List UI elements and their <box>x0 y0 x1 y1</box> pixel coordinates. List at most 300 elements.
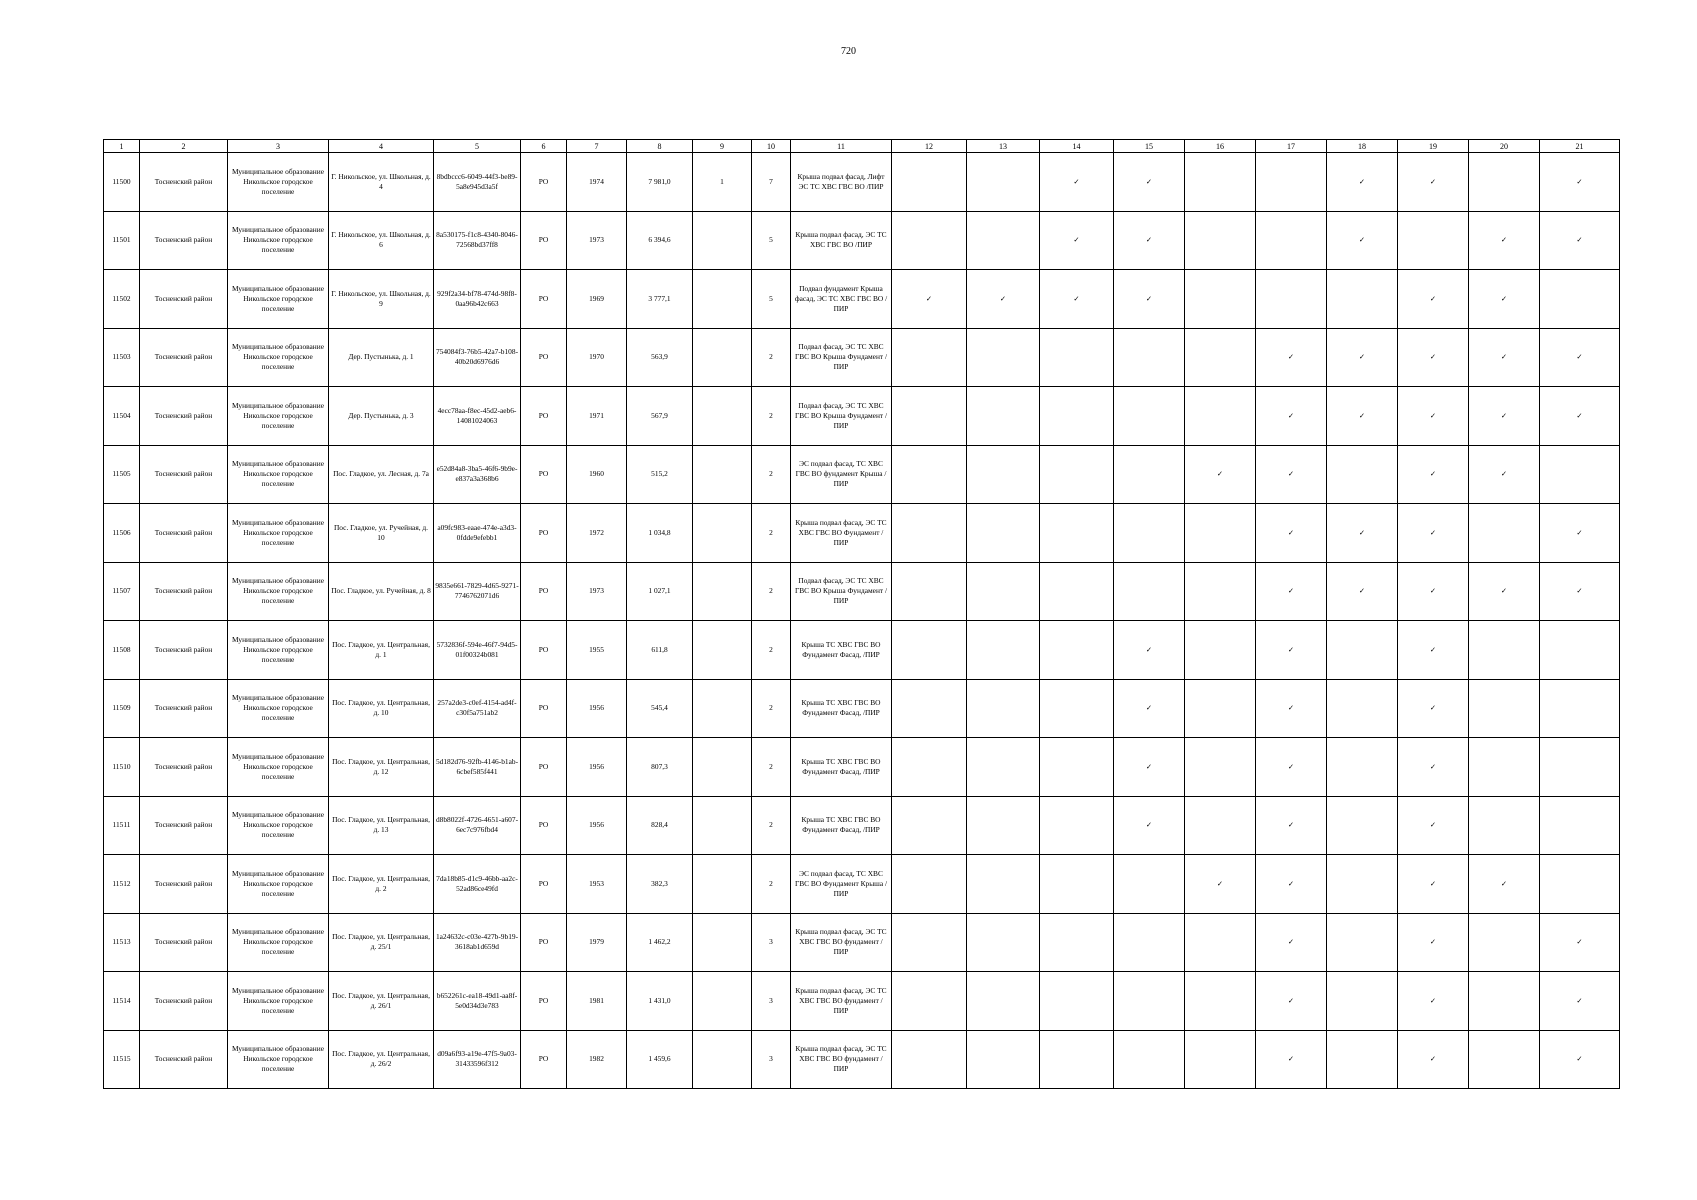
column-number: 21 <box>1540 140 1620 153</box>
guid-cell: 7da18b85-d1c9-46bb-aa2c-52ad86ce49fd <box>434 855 521 914</box>
empty-cell <box>892 679 967 738</box>
empty-cell <box>967 153 1040 212</box>
empty-cell <box>1540 621 1620 680</box>
area-cell: 1 027,1 <box>627 562 693 621</box>
empty-cell <box>967 445 1040 504</box>
year-cell: 1956 <box>567 679 627 738</box>
row-id: 11501 <box>104 211 140 270</box>
empty-cell <box>1256 153 1327 212</box>
check-mark-icon: ✓ <box>1256 504 1327 563</box>
guid-cell: 257a2de3-c0ef-4154-ad4f-c30f5a751ab2 <box>434 679 521 738</box>
check-mark-icon: ✓ <box>1327 562 1398 621</box>
check-mark-icon: ✓ <box>1327 504 1398 563</box>
check-mark-icon: ✓ <box>1256 855 1327 914</box>
col-10-cell: 3 <box>752 972 791 1031</box>
col-10-cell: 2 <box>752 562 791 621</box>
col-9-cell <box>693 328 752 387</box>
works-cell: Крыша подвал фасад, ЭС ТС ХВС ГВС ВО Фундамент /ПИР <box>791 504 892 563</box>
column-number: 2 <box>140 140 228 153</box>
empty-cell <box>1185 211 1256 270</box>
empty-cell <box>1398 211 1469 270</box>
check-mark-icon: ✓ <box>1469 387 1540 446</box>
empty-cell <box>967 913 1040 972</box>
check-mark-icon: ✓ <box>1114 153 1185 212</box>
table-row <box>104 270 1620 329</box>
column-number: 19 <box>1398 140 1469 153</box>
fund-form-cell: РО <box>521 972 567 1031</box>
row-id: 11512 <box>104 855 140 914</box>
empty-cell <box>892 738 967 797</box>
col-9-cell <box>693 913 752 972</box>
col-10-cell: 2 <box>752 738 791 797</box>
empty-cell <box>1040 855 1114 914</box>
col-10-cell: 5 <box>752 270 791 329</box>
check-mark-icon: ✓ <box>1540 913 1620 972</box>
empty-cell <box>1185 562 1256 621</box>
check-mark-icon: ✓ <box>1256 738 1327 797</box>
column-number: 12 <box>892 140 967 153</box>
empty-cell <box>1114 562 1185 621</box>
empty-cell <box>1185 387 1256 446</box>
check-mark-icon: ✓ <box>1040 270 1114 329</box>
district-cell: Тосненский район <box>140 972 228 1031</box>
col-9-cell <box>693 445 752 504</box>
table-row <box>104 445 1620 504</box>
check-mark-icon: ✓ <box>1398 796 1469 855</box>
address-cell: Пос. Гладкое, ул. Ручейная, д. 8 <box>329 562 434 621</box>
check-mark-icon: ✓ <box>1256 387 1327 446</box>
year-cell: 1982 <box>567 1030 627 1089</box>
empty-cell <box>1327 1030 1398 1089</box>
check-mark-icon: ✓ <box>1114 796 1185 855</box>
col-9-cell <box>693 738 752 797</box>
works-cell: Крыша подвал фасад, ЭС ТС ХВС ГВС ВО фундамент /ПИР <box>791 1030 892 1089</box>
empty-cell <box>1185 270 1256 329</box>
check-mark-icon: ✓ <box>1256 972 1327 1031</box>
row-id: 11503 <box>104 328 140 387</box>
col-9-cell <box>693 972 752 1031</box>
check-mark-icon: ✓ <box>1398 913 1469 972</box>
column-number: 3 <box>228 140 329 153</box>
check-mark-icon: ✓ <box>967 270 1040 329</box>
address-cell: Пос. Гладкое, ул. Лесная, д. 7а <box>329 445 434 504</box>
empty-cell <box>1185 738 1256 797</box>
works-cell: Крыша подвал фасад, ЭС ТС ХВС ГВС ВО /ПИР <box>791 211 892 270</box>
fund-form-cell: РО <box>521 153 567 212</box>
works-cell: Крыша ТС ХВС ГВС ВО Фундамент Фасад, /ПИР <box>791 621 892 680</box>
area-cell: 1 431,0 <box>627 972 693 1031</box>
municipality-cell: Муниципальное образование Никольское городское поселение <box>228 738 329 797</box>
fund-form-cell: РО <box>521 621 567 680</box>
year-cell: 1973 <box>567 562 627 621</box>
empty-cell <box>1114 1030 1185 1089</box>
area-cell: 545,4 <box>627 679 693 738</box>
guid-cell: a09fc983-eaae-474e-a3d3-0fdde9efebb1 <box>434 504 521 563</box>
municipality-cell: Муниципальное образование Никольское городское поселение <box>228 621 329 680</box>
municipality-cell: Муниципальное образование Никольское городское поселение <box>228 504 329 563</box>
row-id: 11507 <box>104 562 140 621</box>
fund-form-cell: РО <box>521 504 567 563</box>
empty-cell <box>892 153 967 212</box>
guid-cell: 5d182d76-92fb-4146-b1ab-6cbef585f441 <box>434 738 521 797</box>
table-row <box>104 913 1620 972</box>
table-row <box>104 679 1620 738</box>
check-mark-icon: ✓ <box>1398 738 1469 797</box>
row-id: 11508 <box>104 621 140 680</box>
empty-cell <box>967 211 1040 270</box>
empty-cell <box>1114 972 1185 1031</box>
municipality-cell: Муниципальное образование Никольское городское поселение <box>228 445 329 504</box>
empty-cell <box>1114 855 1185 914</box>
column-number: 15 <box>1114 140 1185 153</box>
col-9-cell <box>693 562 752 621</box>
check-mark-icon: ✓ <box>1540 972 1620 1031</box>
check-mark-icon: ✓ <box>1398 679 1469 738</box>
guid-cell: 8a530175-f1c8-4340-8046-72568bd37ff8 <box>434 211 521 270</box>
row-id: 11515 <box>104 1030 140 1089</box>
row-id: 11504 <box>104 387 140 446</box>
year-cell: 1979 <box>567 913 627 972</box>
empty-cell <box>1469 504 1540 563</box>
check-mark-icon: ✓ <box>1327 328 1398 387</box>
empty-cell <box>1327 738 1398 797</box>
empty-cell <box>892 972 967 1031</box>
col-10-cell: 2 <box>752 796 791 855</box>
municipality-cell: Муниципальное образование Никольское городское поселение <box>228 153 329 212</box>
col-9-cell <box>693 387 752 446</box>
district-cell: Тосненский район <box>140 445 228 504</box>
col-9-cell <box>693 679 752 738</box>
address-cell: Пос. Гладкое, ул. Центральная, д. 26/2 <box>329 1030 434 1089</box>
table-row <box>104 504 1620 563</box>
column-number: 16 <box>1185 140 1256 153</box>
check-mark-icon: ✓ <box>1398 972 1469 1031</box>
district-cell: Тосненский район <box>140 796 228 855</box>
empty-cell <box>1185 796 1256 855</box>
empty-cell <box>1040 679 1114 738</box>
municipality-cell: Муниципальное образование Никольское городское поселение <box>228 972 329 1031</box>
fund-form-cell: РО <box>521 387 567 446</box>
column-number: 14 <box>1040 140 1114 153</box>
municipality-cell: Муниципальное образование Никольское городское поселение <box>228 1030 329 1089</box>
column-number-row <box>104 140 1620 153</box>
check-mark-icon: ✓ <box>1256 913 1327 972</box>
municipality-cell: Муниципальное образование Никольское городское поселение <box>228 679 329 738</box>
guid-cell: 8bdbccc6-6049-44f3-be89-5a8e945d3a5f <box>434 153 521 212</box>
table-row <box>104 972 1620 1031</box>
address-cell: Г. Никольское, ул. Школьная, д. 4 <box>329 153 434 212</box>
address-cell: Дер. Пустынька, д. 3 <box>329 387 434 446</box>
works-cell: Подвал фундамент Крыша фасад, ЭС ТС ХВС ГВС ВО /ПИР <box>791 270 892 329</box>
check-mark-icon: ✓ <box>1114 211 1185 270</box>
fund-form-cell: РО <box>521 796 567 855</box>
check-mark-icon: ✓ <box>1185 445 1256 504</box>
check-mark-icon: ✓ <box>1398 328 1469 387</box>
check-mark-icon: ✓ <box>1398 270 1469 329</box>
check-mark-icon: ✓ <box>1256 679 1327 738</box>
empty-cell <box>1327 796 1398 855</box>
address-cell: Пос. Гладкое, ул. Центральная, д. 25/1 <box>329 913 434 972</box>
guid-cell: d8b8022f-4726-4651-a607-6ec7c976fbd4 <box>434 796 521 855</box>
check-mark-icon: ✓ <box>1398 855 1469 914</box>
table-row <box>104 621 1620 680</box>
column-number: 1 <box>104 140 140 153</box>
empty-cell <box>892 562 967 621</box>
empty-cell <box>1327 270 1398 329</box>
check-mark-icon: ✓ <box>1540 1030 1620 1089</box>
table-row <box>104 328 1620 387</box>
col-10-cell: 3 <box>752 913 791 972</box>
check-mark-icon: ✓ <box>1540 504 1620 563</box>
empty-cell <box>1040 796 1114 855</box>
check-mark-icon: ✓ <box>1256 796 1327 855</box>
empty-cell <box>1469 679 1540 738</box>
year-cell: 1971 <box>567 387 627 446</box>
empty-cell <box>1540 796 1620 855</box>
empty-cell <box>1114 504 1185 563</box>
table-row <box>104 211 1620 270</box>
address-cell: Пос. Гладкое, ул. Центральная, д. 10 <box>329 679 434 738</box>
municipality-cell: Муниципальное образование Никольское городское поселение <box>228 270 329 329</box>
address-cell: Дер. Пустынька, д. 1 <box>329 328 434 387</box>
district-cell: Тосненский район <box>140 562 228 621</box>
empty-cell <box>967 796 1040 855</box>
column-number: 6 <box>521 140 567 153</box>
empty-cell <box>1185 153 1256 212</box>
empty-cell <box>1040 913 1114 972</box>
empty-cell <box>1540 445 1620 504</box>
guid-cell: 5732836f-594e-46f7-94d5-01f00324b081 <box>434 621 521 680</box>
municipality-cell: Муниципальное образование Никольское городское поселение <box>228 855 329 914</box>
column-number: 18 <box>1327 140 1398 153</box>
works-cell: Подвал фасад, ЭС ТС ХВС ГВС ВО Крыша Фундамент /ПИР <box>791 387 892 446</box>
col-10-cell: 7 <box>752 153 791 212</box>
column-number: 11 <box>791 140 892 153</box>
district-cell: Тосненский район <box>140 738 228 797</box>
empty-cell <box>1114 445 1185 504</box>
municipality-cell: Муниципальное образование Никольское городское поселение <box>228 796 329 855</box>
empty-cell <box>892 855 967 914</box>
col-10-cell: 5 <box>752 211 791 270</box>
check-mark-icon: ✓ <box>1469 328 1540 387</box>
empty-cell <box>892 796 967 855</box>
area-cell: 807,3 <box>627 738 693 797</box>
row-id: 11506 <box>104 504 140 563</box>
empty-cell <box>1040 445 1114 504</box>
guid-cell: 9835e661-7829-4d65-9271-7746762071d6 <box>434 562 521 621</box>
year-cell: 1973 <box>567 211 627 270</box>
check-mark-icon: ✓ <box>1540 211 1620 270</box>
empty-cell <box>892 445 967 504</box>
district-cell: Тосненский район <box>140 855 228 914</box>
col-10-cell: 2 <box>752 621 791 680</box>
column-number: 13 <box>967 140 1040 153</box>
address-cell: Г. Никольское, ул. Школьная, д. 6 <box>329 211 434 270</box>
works-cell: Подвал фасад, ЭС ТС ХВС ГВС ВО Крыша Фундамент /ПИР <box>791 562 892 621</box>
fund-form-cell: РО <box>521 211 567 270</box>
year-cell: 1953 <box>567 855 627 914</box>
empty-cell <box>1540 738 1620 797</box>
empty-cell <box>1114 387 1185 446</box>
district-cell: Тосненский район <box>140 913 228 972</box>
guid-cell: 929f2a34-bf78-474d-98f8-0aa96b42c663 <box>434 270 521 329</box>
table-row <box>104 738 1620 797</box>
table-row <box>104 855 1620 914</box>
fund-form-cell: РО <box>521 679 567 738</box>
fund-form-cell: РО <box>521 855 567 914</box>
col-9-cell <box>693 796 752 855</box>
check-mark-icon: ✓ <box>1256 621 1327 680</box>
check-mark-icon: ✓ <box>1469 211 1540 270</box>
works-cell: Крыша подвал фасад, ЭС ТС ХВС ГВС ВО фундамент /ПИР <box>791 913 892 972</box>
address-cell: Г. Никольское, ул. Школьная, д. 9 <box>329 270 434 329</box>
empty-cell <box>967 562 1040 621</box>
row-id: 11500 <box>104 153 140 212</box>
address-cell: Пос. Гладкое, ул. Центральная, д. 26/1 <box>329 972 434 1031</box>
area-cell: 563,9 <box>627 328 693 387</box>
check-mark-icon: ✓ <box>1469 855 1540 914</box>
check-mark-icon: ✓ <box>1540 387 1620 446</box>
empty-cell <box>892 504 967 563</box>
column-number: 8 <box>627 140 693 153</box>
municipality-cell: Муниципальное образование Никольское городское поселение <box>228 211 329 270</box>
col-9-cell: 1 <box>693 153 752 212</box>
column-number: 10 <box>752 140 791 153</box>
column-number: 4 <box>329 140 434 153</box>
guid-cell: 1a24632c-c03e-427b-9b19-3618ab1d659d <box>434 913 521 972</box>
row-id: 11505 <box>104 445 140 504</box>
check-mark-icon: ✓ <box>1398 445 1469 504</box>
check-mark-icon: ✓ <box>1114 738 1185 797</box>
area-cell: 3 777,1 <box>627 270 693 329</box>
empty-cell <box>892 1030 967 1089</box>
col-10-cell: 2 <box>752 855 791 914</box>
column-number: 5 <box>434 140 521 153</box>
works-cell: Крыша ТС ХВС ГВС ВО Фундамент Фасад, /ПИР <box>791 738 892 797</box>
municipality-cell: Муниципальное образование Никольское городское поселение <box>228 562 329 621</box>
col-9-cell <box>693 1030 752 1089</box>
works-cell: Крыша подвал фасад, Лифт ЭС ТС ХВС ГВС ВО /ПИР <box>791 153 892 212</box>
empty-cell <box>1114 328 1185 387</box>
district-cell: Тосненский район <box>140 679 228 738</box>
year-cell: 1955 <box>567 621 627 680</box>
row-id: 11510 <box>104 738 140 797</box>
fund-form-cell: РО <box>521 913 567 972</box>
column-number: 17 <box>1256 140 1327 153</box>
works-cell: Подвал фасад, ЭС ТС ХВС ГВС ВО Крыша Фундамент /ПИР <box>791 328 892 387</box>
empty-cell <box>1469 1030 1540 1089</box>
check-mark-icon: ✓ <box>1469 270 1540 329</box>
empty-cell <box>1185 328 1256 387</box>
check-mark-icon: ✓ <box>1540 562 1620 621</box>
municipality-cell: Муниципальное образование Никольское городское поселение <box>228 387 329 446</box>
row-id: 11513 <box>104 913 140 972</box>
empty-cell <box>1185 913 1256 972</box>
fund-form-cell: РО <box>521 1030 567 1089</box>
works-cell: Крыша ТС ХВС ГВС ВО Фундамент Фасад, /ПИР <box>791 679 892 738</box>
guid-cell: b652261c-ea18-49d1-aa8f-5e0d34d3e783 <box>434 972 521 1031</box>
area-cell: 515,2 <box>627 445 693 504</box>
check-mark-icon: ✓ <box>1114 270 1185 329</box>
year-cell: 1974 <box>567 153 627 212</box>
check-mark-icon: ✓ <box>1398 504 1469 563</box>
guid-cell: d09a6f93-a19e-47f5-9a03-31433596f312 <box>434 1030 521 1089</box>
area-cell: 828,4 <box>627 796 693 855</box>
municipality-cell: Муниципальное образование Никольское городское поселение <box>228 328 329 387</box>
empty-cell <box>1327 913 1398 972</box>
empty-cell <box>1185 621 1256 680</box>
check-mark-icon: ✓ <box>1540 153 1620 212</box>
empty-cell <box>1327 972 1398 1031</box>
check-mark-icon: ✓ <box>1256 445 1327 504</box>
empty-cell <box>892 621 967 680</box>
area-cell: 382,3 <box>627 855 693 914</box>
empty-cell <box>1327 855 1398 914</box>
empty-cell <box>892 913 967 972</box>
empty-cell <box>1256 211 1327 270</box>
address-cell: Пос. Гладкое, ул. Ручейная, д. 10 <box>329 504 434 563</box>
address-cell: Пос. Гладкое, ул. Центральная, д. 13 <box>329 796 434 855</box>
empty-cell <box>1469 972 1540 1031</box>
empty-cell <box>1540 855 1620 914</box>
table-row <box>104 1030 1620 1089</box>
check-mark-icon: ✓ <box>1040 153 1114 212</box>
year-cell: 1970 <box>567 328 627 387</box>
col-10-cell: 3 <box>752 1030 791 1089</box>
empty-cell <box>1469 913 1540 972</box>
empty-cell <box>1327 621 1398 680</box>
empty-cell <box>1256 270 1327 329</box>
empty-cell <box>967 738 1040 797</box>
col-9-cell <box>693 621 752 680</box>
empty-cell <box>1040 738 1114 797</box>
empty-cell <box>892 211 967 270</box>
district-cell: Тосненский район <box>140 1030 228 1089</box>
check-mark-icon: ✓ <box>1327 387 1398 446</box>
col-10-cell: 2 <box>752 387 791 446</box>
works-cell: ЭС подвал фасад, ТС ХВС ГВС ВО Фундамент Крыша /ПИР <box>791 855 892 914</box>
col-9-cell <box>693 855 752 914</box>
area-cell: 6 394,6 <box>627 211 693 270</box>
col-9-cell <box>693 211 752 270</box>
page-number: 720 <box>841 46 856 57</box>
district-cell: Тосненский район <box>140 504 228 563</box>
column-number: 7 <box>567 140 627 153</box>
empty-cell <box>1040 504 1114 563</box>
table-row <box>104 796 1620 855</box>
row-id: 11502 <box>104 270 140 329</box>
check-mark-icon: ✓ <box>1114 679 1185 738</box>
area-cell: 7 981,0 <box>627 153 693 212</box>
check-mark-icon: ✓ <box>1256 562 1327 621</box>
check-mark-icon: ✓ <box>1040 211 1114 270</box>
works-cell: ЭС подвал фасад, ТС ХВС ГВС ВО фундамент Крыша /ПИР <box>791 445 892 504</box>
works-cell: Крыша ТС ХВС ГВС ВО Фундамент Фасад, /ПИР <box>791 796 892 855</box>
check-mark-icon: ✓ <box>1469 445 1540 504</box>
empty-cell <box>1040 328 1114 387</box>
check-mark-icon: ✓ <box>1327 211 1398 270</box>
municipality-cell: Муниципальное образование Никольское городское поселение <box>228 913 329 972</box>
table-row <box>104 153 1620 212</box>
empty-cell <box>1469 621 1540 680</box>
area-cell: 567,9 <box>627 387 693 446</box>
empty-cell <box>1185 679 1256 738</box>
check-mark-icon: ✓ <box>1398 153 1469 212</box>
empty-cell <box>1040 562 1114 621</box>
check-mark-icon: ✓ <box>1114 621 1185 680</box>
district-cell: Тосненский район <box>140 153 228 212</box>
area-cell: 611,8 <box>627 621 693 680</box>
